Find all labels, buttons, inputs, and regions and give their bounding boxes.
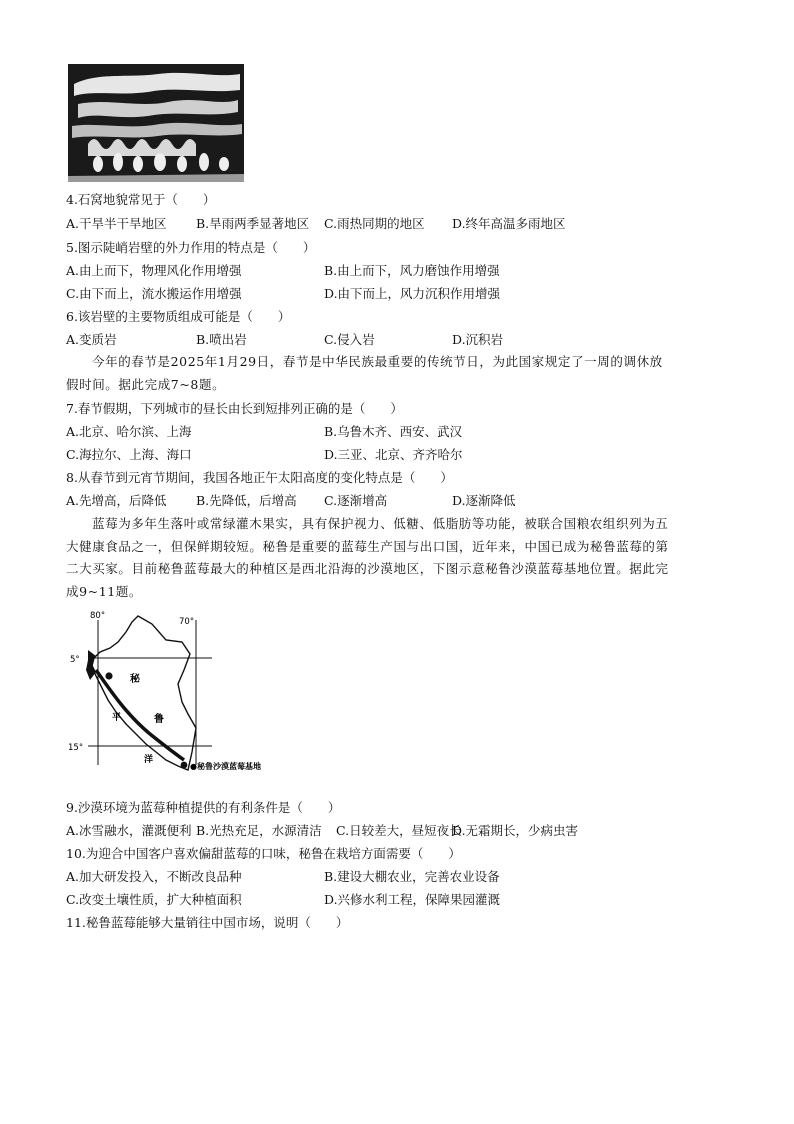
question-4-stem: 4.石窝地貌常见于（ ） — [66, 192, 216, 207]
question-6-stem: 6.该岩壁的主要物质组成可能是（ ） — [66, 309, 291, 324]
question-9-option-b[interactable]: B.光热充足，水源清洁 — [196, 823, 322, 838]
question-6-option-a[interactable]: A.变质岩 — [66, 332, 117, 347]
question-8-option-c[interactable]: C.逐渐增高 — [324, 493, 388, 508]
map-label-sea-1: 平 — [112, 713, 122, 723]
question-8-option-b[interactable]: B.先降低，后增高 — [196, 493, 297, 508]
blueberry-base-marker — [105, 672, 112, 679]
legend-marker — [181, 762, 188, 769]
question-10-option-a[interactable]: A.加大研发投入，不断改良品种 — [66, 869, 242, 884]
question-11-stem: 11.秘鲁蓝莓能够大量销往中国市场，说明（ ） — [66, 915, 349, 930]
question-10-option-c[interactable]: C.改变土壤性质，扩大种植面积 — [66, 892, 242, 907]
question-5-stem: 5.图示陡峭岩壁的外力作用的特点是（ ） — [66, 240, 316, 255]
map-label-country-1: 秘 — [130, 674, 140, 685]
rock-wall-photo — [68, 64, 244, 182]
question-6-option-b[interactable]: B.喷出岩 — [196, 332, 247, 347]
question-4-option-c[interactable]: C.雨热同期的地区 — [324, 216, 425, 231]
question-7-option-b[interactable]: B.乌鲁木齐、西安、武汉 — [324, 424, 463, 439]
question-7-option-c[interactable]: C.海拉尔、上海、海口 — [66, 447, 192, 462]
question-9-stem: 9.沙漠环境为蓝莓种植提供的有利条件是（ ） — [66, 800, 341, 815]
question-4-option-d[interactable]: D.终年高温多雨地区 — [452, 216, 566, 231]
question-10-stem: 10.为迎合中国客户喜欢偏甜蓝莓的口味，秘鲁在栽培方面需要（ ） — [66, 846, 461, 861]
question-4-option-a[interactable]: A.干旱半干旱地区 — [66, 216, 167, 231]
peru-blueberry-map — [66, 610, 316, 780]
question-5-option-c[interactable]: C.由下而上，流水搬运作用增强 — [66, 286, 242, 301]
question-6-option-d[interactable]: D.沉积岩 — [452, 332, 504, 347]
map-label-lat-5: 5° — [70, 655, 80, 665]
question-5-option-d[interactable]: D.由下而上，风力沉积作用增强 — [324, 286, 501, 301]
map-label-lat-15: 15° — [68, 743, 84, 753]
question-8-stem: 8.从春节到元宵节期间，我国各地正午太阳高度的变化特点是（ ） — [66, 470, 453, 485]
passage-spring-festival: 今年的春节是2025年1月29日，春节是中华民族最重要的传统节日，为此国家规定了一周的调休放假时间。据此完成7~8题。 — [66, 354, 663, 392]
question-8-option-d[interactable]: D.逐渐降低 — [452, 493, 516, 508]
map-label-sea-2: 洋 — [144, 755, 154, 765]
map-label-country-2: 鲁 — [154, 714, 164, 725]
question-5-option-b[interactable]: B.由上而下，风力磨蚀作用增强 — [324, 263, 500, 278]
question-6-option-c[interactable]: C.侵入岩 — [324, 332, 375, 347]
map-legend: ●秘鲁沙漠蓝莓基地 — [190, 762, 261, 771]
question-10-option-b[interactable]: B.建设大棚农业，完善农业设备 — [324, 869, 500, 884]
map-label-lon-70: 70° — [179, 617, 195, 627]
question-9-option-d[interactable]: D.无霜期长，少病虫害 — [452, 823, 579, 838]
question-7-stem: 7.春节假期，下列城市的昼长由长到短排列正确的是（ ） — [66, 401, 403, 416]
question-9-option-a[interactable]: A.冰雪融水，灌溉便利 — [66, 823, 192, 838]
question-7-option-a[interactable]: A.北京、哈尔滨、上海 — [66, 424, 192, 439]
map-label-lon-80: 80° — [90, 611, 106, 621]
question-10-option-d[interactable]: D.兴修水利工程，保障果园灌溉 — [324, 892, 501, 907]
question-7-option-d[interactable]: D.三亚、北京、齐齐哈尔 — [324, 447, 463, 462]
question-8-option-a[interactable]: A.先增高，后降低 — [66, 493, 167, 508]
question-5-option-a[interactable]: A.由上而下，物理风化作用增强 — [66, 263, 242, 278]
question-9-option-c[interactable]: C.日较差大，昼短夜长 — [336, 823, 462, 838]
passage-blueberry: 蓝莓为多年生落叶或常绿灌木果实，具有保护视力、低糖、低脂肪等功能，被联合国粮农组织列为五大健康食品之一，但保鲜期较短。秘鲁是重要的蓝莓生产国与出口国，近年来，中国已成为秘鲁蓝莓的第二大买家。目前秘鲁蓝莓最大的种植区是西北沿海的沙漠地区，下图示意秘鲁沙漠蓝莓基地位置。据此完成9~11题。 — [66, 516, 669, 599]
question-4-option-b[interactable]: B.旱雨两季显著地区 — [196, 216, 310, 231]
